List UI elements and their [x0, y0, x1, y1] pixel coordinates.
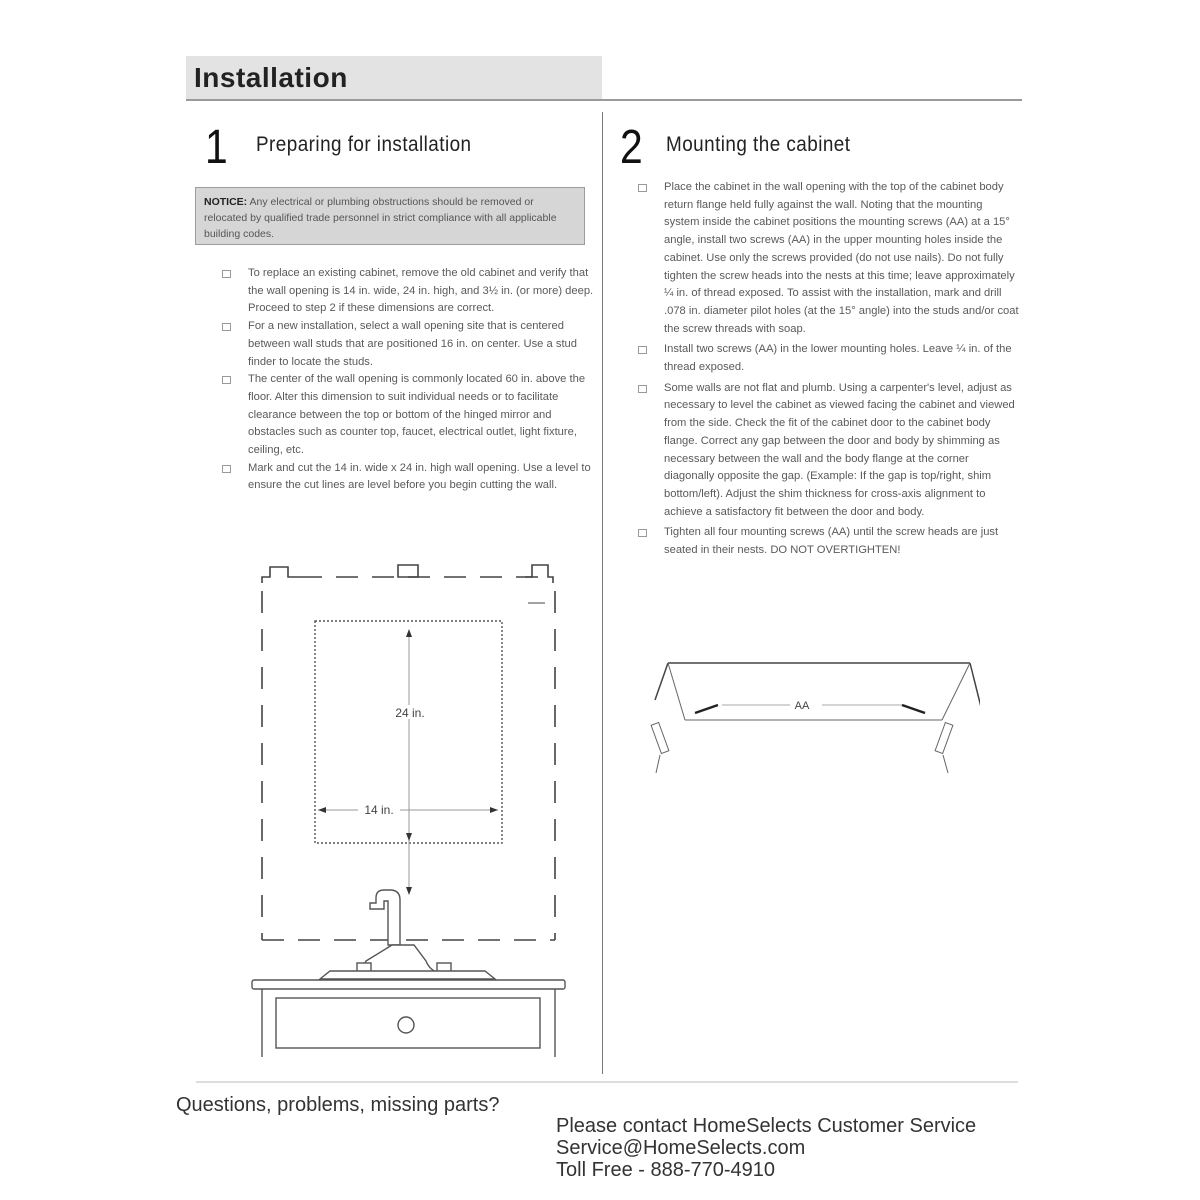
- step-2-number: 2: [620, 121, 643, 174]
- contact-line: Please contact HomeSelects Customer Service: [556, 1115, 977, 1137]
- checkbox-icon: [222, 323, 231, 331]
- arrow-left-icon: [318, 807, 326, 813]
- flange-right: [970, 663, 980, 715]
- arrow-right-icon: [490, 807, 498, 813]
- sink-rim: [320, 971, 495, 979]
- header-divider: [186, 99, 1022, 101]
- list-item-text: Tighten all four mounting screws (AA) until the screw heads are just seated in their nests. DO NOT OVERTIGHTEN!: [664, 526, 999, 557]
- page-title: Installation: [194, 62, 348, 93]
- stud-tab-center: [398, 565, 418, 577]
- cabinet-side-right: [942, 663, 970, 720]
- wall-line-left: [656, 755, 660, 773]
- wall-line-right: [943, 755, 948, 773]
- list-item: [638, 524, 1020, 559]
- checkbox-icon: [638, 385, 647, 393]
- mounting-screws-diagram: [640, 655, 980, 780]
- checkbox-icon: [222, 376, 231, 384]
- vanity-illustration: [252, 890, 565, 1057]
- list-item: [222, 371, 594, 460]
- list-item: [638, 380, 1020, 522]
- cabinet-side-left: [668, 663, 685, 720]
- footer-divider: [196, 1081, 1018, 1083]
- list-item: [638, 179, 1020, 338]
- screw-aa-left: [695, 705, 718, 713]
- checkbox-icon: [638, 184, 647, 192]
- checkbox-icon: [222, 465, 231, 473]
- stud-left: [651, 723, 669, 754]
- list-item-text: Place the cabinet in the wall opening with the top of the cabinet body return flange held fully against the wall. Noting that the mounting system inside the cabinet positions the mounting screws (AA) at a 15° angle, install two screws (AA) in the upper mounting holes inside the cabinet. Use only the screws provided (do not use nails). Do not fully tighten the screw heads into the nests at this time; leave approximately ¼ in. of thread exposed. To assist with the installation, mark and drill .078 in. diameter pilot holes (at the 15° angle) into the studs and/or coat the screw threads with soap.: [664, 181, 1019, 335]
- arrow-down-icon: [406, 887, 412, 895]
- list-item: [222, 318, 594, 371]
- column-divider: [602, 112, 603, 1074]
- stud-right: [935, 723, 953, 754]
- notice-text: Any electrical or plumbing obstructions should be removed or relocated by qualified trade personnel in strict compliance with all applicable building codes.: [204, 196, 557, 240]
- arrow-down-icon: [406, 833, 412, 841]
- checkbox-icon: [222, 270, 231, 278]
- list-item-text: For a new installation, select a wall opening site that is centered between wall studs that are positioned 16 in. on center. Use a stud finder to locate the studs.: [248, 320, 577, 368]
- faucet-icon: [370, 890, 400, 945]
- footer-contact: [556, 1115, 976, 1181]
- drawer-knob-icon: [398, 1017, 414, 1033]
- list-item-text: Mark and cut the 14 in. wide x 24 in. high wall opening. Use a level to ensure the cut lines are level before you begin cutting the wall.: [248, 461, 591, 492]
- footer-question: Questions, problems, missing parts?: [176, 1094, 500, 1116]
- wall-opening-diagram: [240, 555, 580, 1075]
- notice-label: NOTICE:: [204, 196, 248, 208]
- notice-box: [195, 187, 585, 245]
- step-1-number: 1: [205, 121, 228, 174]
- list-item-text: The center of the wall opening is commonly located 60 in. above the floor. Alter this dimension to suit individual needs or to facilitate clearance between the top or bottom of the hinged mirror and obstacles such as counter top, faucet, electrical outlet, light fixture, ceiling, etc.: [248, 373, 586, 457]
- list-item-text: To replace an existing cabinet, remove the old cabinet and verify that the wall opening is 14 in. wide, 24 in. high, and 3½ in. (or more) deep. Proceed to step 2 if these dimensions are correct.: [248, 267, 594, 315]
- height-label: 24 in.: [395, 706, 425, 720]
- contact-phone[interactable]: Toll Free - 888-770-4910: [556, 1159, 776, 1181]
- screw-aa-right: [902, 705, 925, 713]
- step-2-title: Mounting the cabinet: [666, 133, 851, 156]
- list-item: [638, 341, 1020, 376]
- list-item-text: Some walls are not flat and plumb. Using a carpenter's level, adjust as necessary to level the cabinet as viewed facing the cabinet and viewed from the side. Check the fit of the cabinet door to the cabinet body flange. Correct any gap between the door and body by shimming as necessary between the wall and the body flange at the corner diagonally opposite the gap. (Example: If the gap is top/right, shim bottom/left). Adjust the shim thickness for cross-axis alignment to achieve a satisfactory fit between the door and body.: [664, 381, 1015, 518]
- width-label: 14 in.: [364, 803, 394, 817]
- screw-label: AA: [794, 700, 810, 712]
- list-item: [222, 265, 594, 318]
- contact-email[interactable]: Service@HomeSelects.com: [556, 1137, 806, 1159]
- checkbox-icon: [638, 529, 647, 537]
- list-item: [222, 460, 594, 495]
- stud-tab-right: [525, 565, 553, 583]
- countertop: [252, 980, 565, 989]
- stud-tab-left: [262, 567, 300, 583]
- step-2-list: [638, 179, 1020, 560]
- list-item-text: Install two screws (AA) in the lower mounting holes. Leave ¼ in. of the thread exposed.: [664, 343, 1012, 374]
- step-1-list: [222, 265, 594, 495]
- step-1-title: Preparing for installation: [256, 133, 472, 156]
- flange-left: [655, 663, 668, 700]
- arrow-up-icon: [406, 629, 412, 637]
- checkbox-icon: [638, 346, 647, 354]
